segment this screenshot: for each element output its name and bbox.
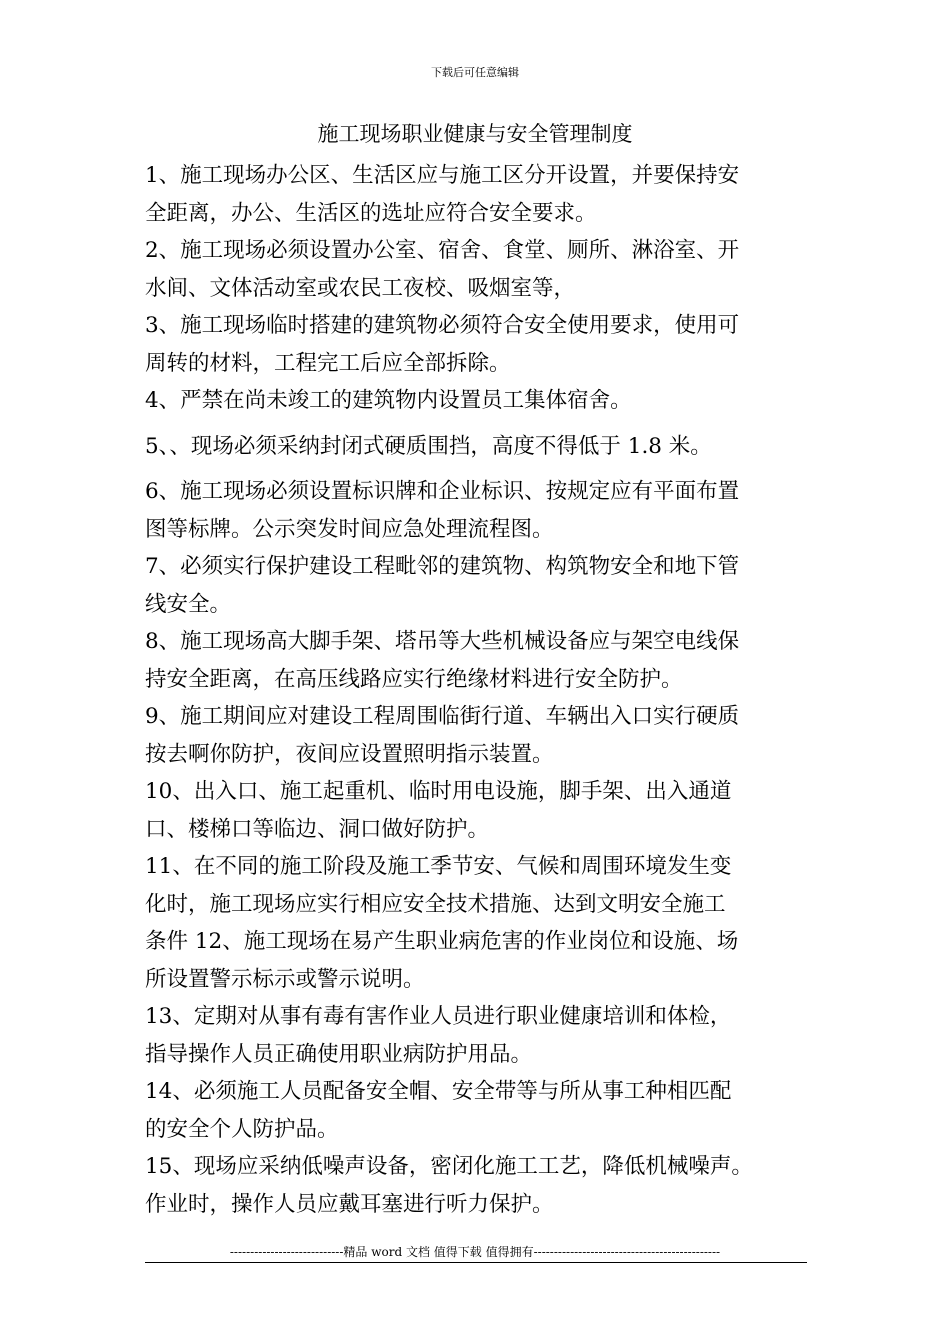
footer-rule — [145, 1262, 807, 1263]
body-line: 7、必须实行保护建设工程毗邻的建筑物、构筑物安全和地下管 — [145, 554, 740, 579]
body-line: 6、施工现场必须设置标识牌和企业标识、按规定应有平面布置 — [145, 479, 740, 504]
body-line: 4、严禁在尚未竣工的建筑物内设置员工集体宿舍。 — [145, 388, 632, 413]
body-line: 周转的材料，工程完工后应全部拆除。 — [145, 350, 511, 376]
body-line: 1、施工现场办公区、生活区应与施工区分开设置，并要保持安 — [145, 163, 740, 188]
body-line: 5、、现场必须采纳封闭式硬质围挡，高度不得低于 1.8 米。 — [145, 433, 712, 459]
body-line: 2、施工现场必须设置办公室、宿舍、食堂、厕所、淋浴室、开 — [145, 238, 740, 263]
body-line: 条件 12、施工现场在易产生职业病危害的作业岗位和设施、场 — [145, 929, 739, 954]
body-line: 9、施工期间应对建设工程周围临街行道、车辆出入口实行硬质 — [145, 704, 740, 729]
document-body — [145, 157, 810, 1223]
body-line: 14、必须施工人员配备安全帽、安全带等与所从事工种相匹配 — [145, 1079, 732, 1104]
document-title: 施工现场职业健康与安全管理制度 — [317, 122, 633, 146]
footer-text: ----------------------------精品 word 文档 值得下载 值得拥有---------------------------------------------- — [229, 1245, 721, 1259]
body-line: 持安全距离，在高压线路应实行绝缘材料进行安全防护。 — [145, 666, 683, 692]
body-line: 指导操作人员正确使用职业病防护用品。 — [145, 1041, 533, 1067]
body-line: 按去啊你防护，夜间应设置照明指示装置。 — [145, 741, 554, 767]
body-line: 所设置警示标示或警示说明。 — [145, 966, 425, 992]
body-line: 化时，施工现场应实行相应安全技术措施、达到文明安全施工 — [145, 891, 726, 917]
body-line: 3、施工现场临时搭建的建筑物必须符合安全使用要求，使用可 — [145, 313, 740, 338]
body-line: 水间、文体活动室或农民工夜校、吸烟室等， — [145, 275, 576, 301]
body-line: 口、楼梯口等临边、洞口做好防护。 — [145, 816, 490, 842]
body-line: 的安全个人防护品。 — [145, 1116, 339, 1142]
body-line: 8、施工现场高大脚手架、塔吊等大些机械设备应与架空电线保 — [145, 629, 740, 654]
body-line: 线安全。 — [145, 591, 232, 617]
body-line: 10、出入口、施工起重机、临时用电设施，脚手架、出入通道 — [145, 779, 732, 804]
header-note: 下载后可任意编辑 — [431, 66, 519, 79]
body-line: 图等标牌。公示突发时间应急处理流程图。 — [145, 516, 554, 542]
body-line: 11、在不同的施工阶段及施工季节安、气候和周围环境发生变 — [145, 854, 732, 879]
body-line: 13、定期对从事有毒有害作业人员进行职业健康培训和体检， — [145, 1004, 732, 1029]
body-line: 15、现场应采纳低噪声设备，密闭化施工工艺，降低机械噪声。 — [145, 1154, 753, 1179]
body-line: 全距离，办公、生活区的选址应符合安全要求。 — [145, 200, 597, 226]
body-line: 作业时，操作人员应戴耳塞进行听力保护。 — [145, 1191, 554, 1217]
